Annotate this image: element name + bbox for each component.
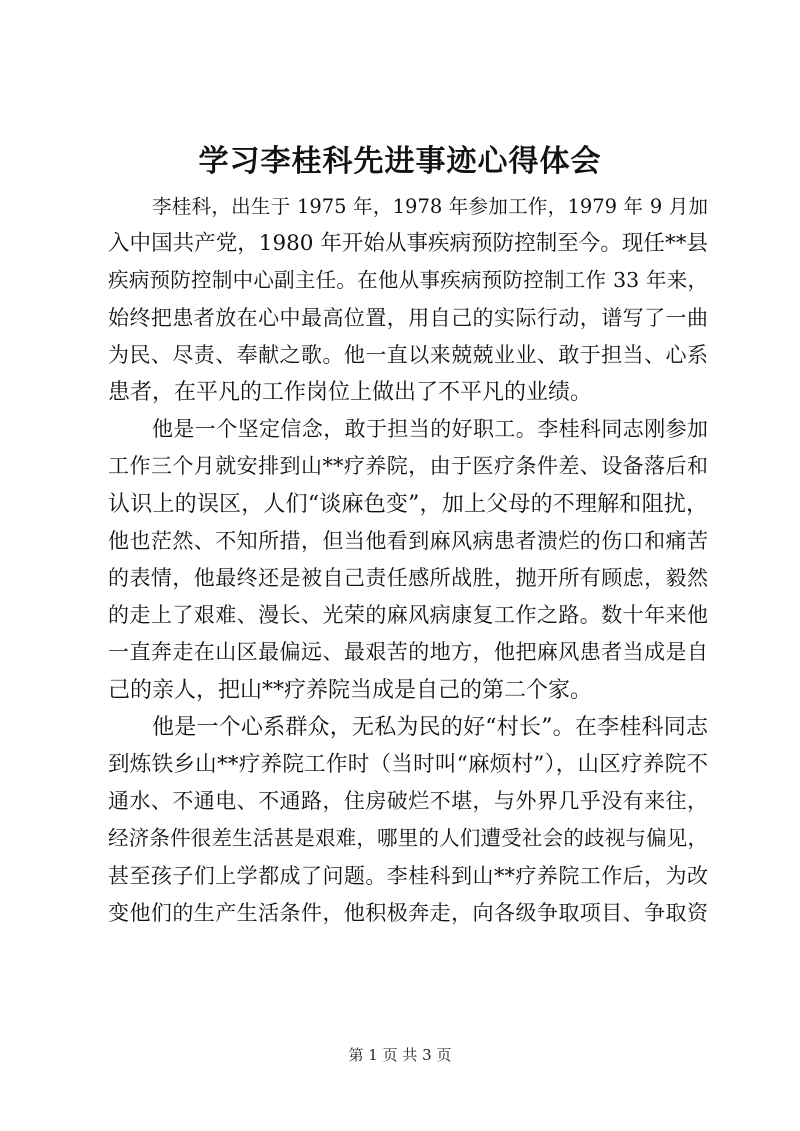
paragraph-line: 为民、尽责、奉献之歌。他一直以来兢兢业业、敢于担当、心系 <box>108 342 708 367</box>
document-title: 学习李桂科先进事迹心得体会 <box>198 144 602 179</box>
document-body <box>108 188 708 932</box>
paragraph-line: 到炼铁乡山**疗养院工作时（当时叫“麻烦村”），山区疗养院不 <box>108 752 708 778</box>
paragraph-3 <box>108 709 708 932</box>
paragraph-line: 的走上了艰难、漫长、光荣的麻风病康复工作之路。数十年来他 <box>108 603 708 628</box>
paragraph-line: 通水、不通电、不通路，住房破烂不堪，与外界几乎没有来往， <box>108 789 708 814</box>
paragraph-line: 始终把患者放在心中最高位置，用自己的实际行动，谱写了一曲 <box>108 305 708 330</box>
paragraph-line: 他是一个心系群众，无私为民的好“村长”。在李桂科同志 <box>152 714 708 740</box>
paragraph-line: 一直奔走在山区最偏远、最艰苦的地方，他把麻风患者当成是自 <box>108 640 708 665</box>
paragraph-line: 工作三个月就安排到山**疗养院，由于医疗条件差、设备落后和 <box>108 454 708 479</box>
paragraph-line: 入中国共产党，1980 年开始从事疾病预防控制至今。现任**县 <box>108 231 708 257</box>
paragraph-line: 他是一个坚定信念，敢于担当的好职工。李桂科同志刚参加 <box>152 417 708 442</box>
paragraph-line: 己的亲人，把山**疗养院当成是自己的第二个家。 <box>108 677 593 703</box>
paragraph-2 <box>108 411 708 709</box>
paragraph-line: 的表情，他最终还是被自己责任感所战胜，抛开所有顾虑，毅然 <box>108 566 708 591</box>
paragraph-line: 李桂科，出生于 1975 年，1978 年参加工作，1979 年 9 月加 <box>152 195 708 218</box>
paragraph-line: 甚至孩子们上学都成了问题。李桂科到山**疗养院工作后，为改 <box>108 863 708 888</box>
paragraph-1 <box>108 188 708 411</box>
paragraph-line: 他也茫然、不知所措，但当他看到麻风病患者溃烂的伤口和痛苦 <box>108 528 708 553</box>
paragraph-line: 疾病预防控制中心副主任。在他从事疾病预防控制工作 33 年来， <box>108 268 708 293</box>
paragraph-line: 变他们的生产生活条件，他积极奔走，向各级争取项目、争取资 <box>108 900 708 925</box>
page-number-footer: 第 1 页 共 3 页 <box>348 1046 452 1064</box>
paragraph-line: 认识上的误区，人们“谈麻色变”，加上父母的不理解和阻扰， <box>108 491 708 517</box>
paragraph-line: 经济条件很差生活甚是艰难，哪里的人们遭受社会的歧视与偏见， <box>108 826 708 851</box>
paragraph-line: 患者，在平凡的工作岗位上做出了不平凡的业绩。 <box>108 380 593 406</box>
